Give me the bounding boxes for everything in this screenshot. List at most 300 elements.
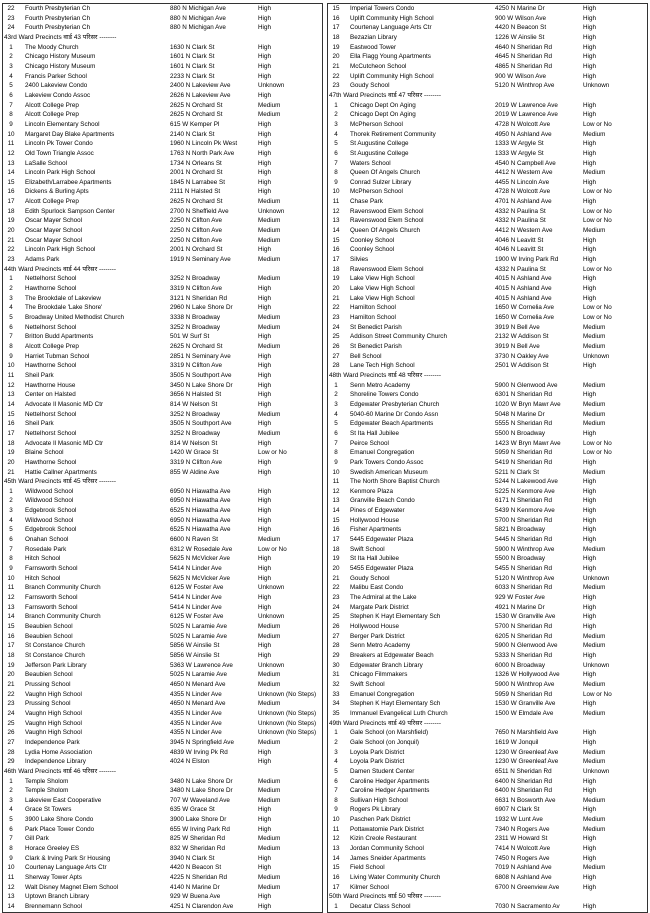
location-name: Decatur Class School xyxy=(350,903,411,911)
accessibility-level: High xyxy=(583,516,596,524)
precinct-row xyxy=(328,545,647,555)
location-address: 6950 N Hiawatha Ave xyxy=(170,497,231,505)
location-name: Lincoln Park High School xyxy=(25,246,96,254)
location-name: St Constance Church xyxy=(25,651,85,659)
accessibility-level: High xyxy=(258,439,271,447)
precinct-number: 35 xyxy=(332,709,340,717)
location-name: Lakeview East Cooperative xyxy=(25,796,102,804)
location-address: 4250 N Marine Dr xyxy=(495,5,545,12)
location-name: The Brookdale 'Lake Shore' xyxy=(25,304,103,312)
location-name: Alcott College Prep xyxy=(25,111,79,119)
accessibility-level: High xyxy=(583,256,596,264)
location-address: 4024 N Elston xyxy=(170,758,210,766)
accessibility-level: High xyxy=(258,400,271,408)
accessibility-level: High xyxy=(258,507,271,515)
location-name: Adams Park xyxy=(25,256,60,264)
precinct-row xyxy=(3,468,322,478)
location-address: 7450 N Rogers Ave xyxy=(495,854,550,862)
precinct-row xyxy=(3,448,322,458)
precinct-row xyxy=(328,361,647,371)
accessibility-level: High xyxy=(583,526,596,534)
location-address: 3900 Lake Shore Dr xyxy=(170,816,227,824)
accessibility-level: High xyxy=(258,816,271,824)
location-name: Hawthorne House xyxy=(25,381,76,389)
precinct-row xyxy=(328,873,647,883)
accessibility-level: Unknown xyxy=(258,661,285,669)
accessibility-level: Medium xyxy=(258,275,281,283)
precinct-number: 3 xyxy=(9,796,13,804)
location-name: Temple Sholom xyxy=(25,777,69,785)
precinct-row xyxy=(3,313,322,323)
precinct-row xyxy=(3,902,322,912)
precinct-row xyxy=(328,844,647,854)
accessibility-level: High xyxy=(583,362,596,370)
location-address: 1630 N Clark St xyxy=(170,43,215,51)
precinct-row xyxy=(328,284,647,294)
precinct-number: 16 xyxy=(332,14,340,22)
accessibility-level: High xyxy=(258,526,271,534)
location-name: Living Water Community Church xyxy=(350,874,441,882)
location-name: Queen Of Angels Church xyxy=(350,169,421,177)
precinct-number: 4 xyxy=(334,410,338,418)
location-name: Uplift Community High School xyxy=(350,72,434,80)
location-address: 2140 N Clark St xyxy=(170,130,215,138)
location-address: 814 W Nelson St xyxy=(170,400,218,408)
ward-header-label: 46th Ward Precincts वार्ड 46 परिसर -------- xyxy=(4,767,116,775)
accessibility-level: Unknown (No Steps) xyxy=(258,690,317,698)
precinct-number: 9 xyxy=(9,352,13,360)
location-name: Coonley School xyxy=(350,246,395,254)
location-name: Advocate Il Masonic MD Ctr xyxy=(25,439,104,447)
precinct-number: 21 xyxy=(7,468,15,476)
location-name: Britton Budd Apartments xyxy=(25,333,94,341)
location-address: 4650 N Menard Ave xyxy=(170,680,226,688)
accessibility-level: Medium xyxy=(583,342,606,350)
precinct-number: 13 xyxy=(7,391,15,399)
accessibility-level: Medium xyxy=(258,410,281,418)
accessibility-level: High xyxy=(258,294,271,302)
location-name: Pottawatomie Park District xyxy=(350,825,424,833)
accessibility-level: Unknown (No Steps) xyxy=(258,729,317,737)
precinct-number: 9 xyxy=(9,565,13,573)
location-name: Branch Community Church xyxy=(25,613,101,621)
location-name: Courtenay Language Arts Ctr xyxy=(25,864,107,872)
location-address: 5120 N Winthrop Ave xyxy=(495,574,555,582)
location-name: LaSalle School xyxy=(25,159,68,167)
accessibility-level: High xyxy=(258,758,271,766)
location-name: St Constance Church xyxy=(25,642,85,650)
precinct-number: 4 xyxy=(9,72,13,80)
location-address: 1530 W Granville Ave xyxy=(495,613,556,621)
location-name: Dickens & Burling Apts xyxy=(25,188,89,196)
accessibility-level: High xyxy=(258,188,271,196)
precinct-row xyxy=(3,303,322,313)
location-address: 5363 W Lawrence Ave xyxy=(170,661,233,669)
location-address: 4015 N Ashland Ave xyxy=(495,285,552,293)
location-name: Goudy School xyxy=(350,82,390,90)
precinct-row xyxy=(328,748,647,758)
precinct-number: 12 xyxy=(7,594,15,602)
location-address: 5900 N Glenwood Ave xyxy=(495,642,558,650)
precinct-number: 14 xyxy=(332,854,340,862)
accessibility-level: High xyxy=(583,101,596,109)
location-name: Nettelhorst School xyxy=(25,410,77,418)
location-name: Lakeview Condo Assoc xyxy=(25,91,91,99)
accessibility-level: High xyxy=(258,178,271,186)
location-address: 6033 N Sheridan Rd xyxy=(495,584,553,592)
precinct-row xyxy=(328,564,647,574)
location-name: Old Town Triangle Assoc xyxy=(25,149,94,157)
location-address: 1500 W Elmdale Ave xyxy=(495,709,554,717)
precinct-number: 25 xyxy=(332,613,340,621)
precinct-number: 3 xyxy=(334,120,338,128)
accessibility-level: Low or No xyxy=(583,120,612,128)
precinct-number: 8 xyxy=(334,796,338,804)
precinct-row xyxy=(328,332,647,342)
location-name: Clark & Irving Park Sr Housing xyxy=(25,854,111,862)
precinct-row xyxy=(328,226,647,236)
location-name: Hawthorne School xyxy=(25,362,77,370)
precinct-number: 5 xyxy=(9,314,13,321)
location-name: Loyola Park District xyxy=(350,758,405,766)
accessibility-level: Medium xyxy=(583,381,606,389)
precinct-row xyxy=(328,805,647,815)
precinct-number: 7 xyxy=(334,787,338,795)
location-name: St Augustine College xyxy=(350,140,409,148)
location-address: 655 W Irving Park Rd xyxy=(170,825,230,833)
precinct-row xyxy=(3,381,322,391)
location-address: 4332 N Paulina St xyxy=(495,217,546,225)
precinct-row xyxy=(3,873,322,883)
location-address: 5700 N Sheridan Rd xyxy=(495,516,553,524)
precinct-number: 15 xyxy=(332,516,340,524)
location-name: Chicago History Museum xyxy=(25,62,96,70)
accessibility-level: High xyxy=(583,14,596,22)
precinct-row xyxy=(3,506,322,516)
precinct-row xyxy=(3,149,322,159)
location-address: 4015 N Ashland Ave xyxy=(495,294,552,302)
precinct-number: 5 xyxy=(9,82,13,90)
location-address: 6700 N Greenview Ave xyxy=(495,883,560,891)
accessibility-level: High xyxy=(583,429,596,437)
location-name: Lydia Home Association xyxy=(25,748,92,756)
ward-header-label: 43rd Ward Precincts वार्ड 43 परिसर -------- xyxy=(4,33,117,41)
precinct-number: 25 xyxy=(7,719,15,727)
accessibility-level: High xyxy=(583,777,596,785)
location-address: 5856 W Ainslie St xyxy=(170,642,220,650)
accessibility-level: Medium xyxy=(583,680,606,688)
location-address: 1650 W Cornelia Ave xyxy=(495,314,555,321)
precinct-number: 9 xyxy=(334,806,338,814)
location-name: Farnsworth School xyxy=(25,565,78,573)
location-name: Temple Sholom xyxy=(25,787,69,795)
location-name: Alcott College Prep xyxy=(25,101,79,109)
precinct-row xyxy=(328,525,647,535)
location-address: 2250 N Clifton Ave xyxy=(170,217,223,225)
accessibility-level: High xyxy=(583,24,596,32)
precinct-row xyxy=(3,419,322,429)
location-address: 707 W Waveland Ave xyxy=(170,796,230,804)
accessibility-level: High xyxy=(258,825,271,833)
accessibility-level: Low or No xyxy=(583,439,612,447)
accessibility-level: Medium xyxy=(258,101,281,109)
precinct-row xyxy=(328,62,647,72)
precinct-row xyxy=(3,139,322,149)
precinct-row xyxy=(328,468,647,478)
location-address: 3730 N Oakley Ave xyxy=(495,352,549,360)
accessibility-level: Medium xyxy=(258,787,281,795)
accessibility-level: High xyxy=(583,62,596,70)
accessibility-level: Medium xyxy=(583,323,606,331)
precinct-number: 3 xyxy=(334,748,338,756)
location-name: Lake View High School xyxy=(350,275,415,283)
location-name: Hamilton School xyxy=(350,304,396,312)
precinct-row xyxy=(3,294,322,304)
precinct-number: 6 xyxy=(9,91,13,99)
location-address: 6600 N Raven St xyxy=(170,536,218,544)
precinct-number: 17 xyxy=(7,429,15,437)
precinct-number: 9 xyxy=(334,458,338,466)
location-address: 5414 N Linder Ave xyxy=(170,603,222,611)
location-address: 3319 N Clifton Ave xyxy=(170,285,223,293)
precinct-row xyxy=(328,352,647,362)
precinct-row xyxy=(3,255,322,265)
location-name: Ella Flagg Young Apartments xyxy=(350,53,431,61)
accessibility-level: High xyxy=(583,651,596,659)
accessibility-level: High xyxy=(583,294,596,302)
location-address: 855 W Aldine Ave xyxy=(170,468,220,476)
location-address: 1763 N North Park Ave xyxy=(170,149,235,157)
precinct-number: 26 xyxy=(332,623,340,630)
precinct-number: 16 xyxy=(332,246,340,254)
location-address: 3656 N Halsted St xyxy=(170,391,222,399)
precinct-number: 24 xyxy=(332,603,340,611)
accessibility-level: Medium xyxy=(258,700,281,708)
location-name: Stephen K Hayt Elementary Sch xyxy=(350,700,441,708)
accessibility-level: High xyxy=(583,478,596,486)
accessibility-level: High xyxy=(258,72,271,80)
location-address: 6205 N Sheridan Rd xyxy=(495,632,553,640)
location-address: 4728 N Wolcott Ave xyxy=(495,120,551,128)
precinct-number: 5 xyxy=(334,420,338,428)
precinct-row xyxy=(3,777,322,787)
precinct-row xyxy=(328,265,647,275)
location-name: 3900 Lake Shore Condo xyxy=(25,816,94,824)
location-address: 3940 N Clark St xyxy=(170,854,215,862)
accessibility-level: High xyxy=(258,130,271,138)
precinct-number: 9 xyxy=(9,854,13,862)
precinct-row xyxy=(328,506,647,516)
precinct-row xyxy=(3,23,322,33)
location-name: Hitch School xyxy=(25,574,61,582)
location-address: 880 N Michigan Ave xyxy=(170,24,226,32)
precinct-row xyxy=(3,525,322,535)
precinct-row xyxy=(328,458,647,468)
precinct-number: 21 xyxy=(332,294,340,302)
accessibility-level: Low or No xyxy=(258,449,287,457)
precinct-row xyxy=(3,709,322,719)
precinct-row xyxy=(3,245,322,255)
location-address: 635 W Grace St xyxy=(170,806,215,814)
location-address: 1230 W Greenleaf Ave xyxy=(495,758,559,766)
precinct-number: 11 xyxy=(332,478,340,486)
location-address: 832 W Sheridan Rd xyxy=(170,845,225,853)
precinct-row xyxy=(328,496,647,506)
precinct-number: 6 xyxy=(334,429,338,437)
precinct-number: 15 xyxy=(7,623,15,630)
location-name: Horace Greeley ES xyxy=(25,845,80,853)
precinct-number: 2 xyxy=(9,53,13,61)
accessibility-level: High xyxy=(583,159,596,167)
precinct-row xyxy=(3,81,322,91)
location-address: 3252 N Broadway xyxy=(170,429,221,437)
precinct-row xyxy=(3,4,322,14)
precinct-row xyxy=(3,62,322,72)
location-name: Hollywood House xyxy=(350,623,400,630)
precinct-number: 28 xyxy=(332,362,340,370)
location-address: 4650 N Menard Ave xyxy=(170,700,226,708)
precinct-number: 21 xyxy=(332,574,340,582)
precinct-number: 27 xyxy=(7,738,15,746)
location-address: 5211 N Clark St xyxy=(495,468,539,476)
precinct-row xyxy=(3,120,322,130)
accessibility-level: High xyxy=(583,275,596,283)
precinct-number: 12 xyxy=(7,883,15,891)
precinct-number: 23 xyxy=(332,82,340,90)
accessibility-level: High xyxy=(583,594,596,602)
precinct-row xyxy=(328,294,647,304)
precinct-row xyxy=(328,381,647,391)
accessibility-level: High xyxy=(258,565,271,573)
precinct-number: 28 xyxy=(332,642,340,650)
accessibility-level: High xyxy=(583,140,596,148)
location-name: Nettelhorst School xyxy=(25,275,77,283)
accessibility-level: High xyxy=(258,748,271,756)
location-address: 5856 W Ainslie St xyxy=(170,651,220,659)
precinct-row xyxy=(3,410,322,420)
location-name: Queen Of Angels Church xyxy=(350,227,421,235)
ward-header xyxy=(3,767,322,777)
accessibility-level: Medium xyxy=(583,709,606,717)
precinct-number: 18 xyxy=(332,33,340,41)
precinct-row xyxy=(328,81,647,91)
accessibility-level: Medium xyxy=(258,623,281,630)
location-name: Coonley School xyxy=(350,236,395,244)
location-name: St Ita Hall Jubilee xyxy=(350,429,400,437)
location-name: Eastwood Tower xyxy=(350,43,397,51)
location-address: 2851 N Seminary Ave xyxy=(170,352,231,360)
location-name: Hawthorne School xyxy=(25,458,77,466)
location-address: 4046 N Leavitt St xyxy=(495,236,544,244)
location-address: 7019 N Ashland Ave xyxy=(495,864,552,872)
location-name: Swift School xyxy=(350,680,385,688)
location-name: Brennemann School xyxy=(25,903,83,911)
precinct-number: 18 xyxy=(7,207,15,215)
precinct-row xyxy=(328,883,647,893)
location-name: Waters School xyxy=(350,159,391,167)
precinct-number: 17 xyxy=(7,198,15,206)
accessibility-level: High xyxy=(258,149,271,157)
location-name: Jordan Community School xyxy=(350,845,424,853)
accessibility-level: Medium xyxy=(258,835,281,843)
precinct-number: 13 xyxy=(332,845,340,853)
accessibility-level: Unknown (No Steps) xyxy=(258,709,317,717)
accessibility-level: High xyxy=(583,883,596,891)
location-address: 4728 N Wolcott Ave xyxy=(495,188,551,196)
precinct-row xyxy=(3,216,322,226)
precinct-number: 32 xyxy=(332,680,340,688)
accessibility-level: Medium xyxy=(258,198,281,206)
accessibility-level: High xyxy=(583,623,596,630)
precinct-row xyxy=(328,632,647,642)
precinct-number: 16 xyxy=(332,874,340,882)
location-address: 4355 N Linder Ave xyxy=(170,690,222,698)
accessibility-level: High xyxy=(258,62,271,70)
accessibility-level: Unknown xyxy=(583,352,610,360)
location-address: 4355 N Linder Ave xyxy=(170,719,222,727)
location-address: 7414 N Wolcott Ave xyxy=(495,845,551,853)
location-name: Lake View High School xyxy=(350,285,415,293)
accessibility-level: High xyxy=(258,371,271,379)
precinct-number: 12 xyxy=(332,207,340,215)
location-name: Peirce School xyxy=(350,439,389,447)
accessibility-level: Unknown xyxy=(258,584,285,592)
accessibility-level: Medium xyxy=(258,217,281,225)
location-name: Hawthorne School xyxy=(25,285,77,293)
precinct-number: 7 xyxy=(9,835,13,843)
precinct-row xyxy=(328,593,647,603)
location-address: 1420 W Grace St xyxy=(170,449,219,457)
location-address: 5555 N Sheridan Rd xyxy=(495,420,553,428)
location-name: Addison Street Community Church xyxy=(350,333,447,341)
location-address: 3505 N Southport Ave xyxy=(170,420,232,428)
location-name: Center on Halsted xyxy=(25,391,76,399)
location-name: Hattie Callner Apartments xyxy=(25,468,97,476)
precinct-number: 10 xyxy=(7,574,15,582)
precinct-number: 20 xyxy=(332,53,340,61)
precinct-number: 4 xyxy=(334,130,338,138)
precinct-number: 29 xyxy=(7,758,15,766)
location-address: 6400 N Sheridan Rd xyxy=(495,777,553,785)
location-name: The Moody Church xyxy=(25,43,79,51)
ward-header-label: 47th Ward Precincts वार्ड 47 परिसर -------- xyxy=(329,91,441,99)
accessibility-level: Low or No xyxy=(258,545,287,553)
location-address: 6301 N Sheridan Rd xyxy=(495,391,553,399)
accessibility-level: High xyxy=(583,458,596,466)
precinct-row xyxy=(3,815,322,825)
precinct-row xyxy=(3,786,322,796)
location-name: Caroline Hedger Apartments xyxy=(350,787,430,795)
precinct-row xyxy=(3,574,322,584)
accessibility-level: Medium xyxy=(258,236,281,244)
precinct-number: 2 xyxy=(9,285,13,293)
precinct-row xyxy=(3,52,322,62)
precinct-row xyxy=(328,178,647,188)
location-name: Lincoln Elementary School xyxy=(25,120,100,128)
accessibility-level: High xyxy=(583,178,596,186)
location-name: Beaubien School xyxy=(25,671,73,679)
accessibility-level: Unknown xyxy=(258,82,285,90)
location-address: 5625 N McVicker Ave xyxy=(170,574,230,582)
precinct-row xyxy=(3,72,322,82)
accessibility-level: High xyxy=(258,594,271,602)
precinct-row xyxy=(3,236,322,246)
precinct-row xyxy=(3,545,322,555)
precinct-number: 21 xyxy=(7,236,15,244)
accessibility-level: High xyxy=(258,487,271,495)
location-address: 1333 W Argyle St xyxy=(495,140,544,148)
precinct-row xyxy=(328,834,647,844)
